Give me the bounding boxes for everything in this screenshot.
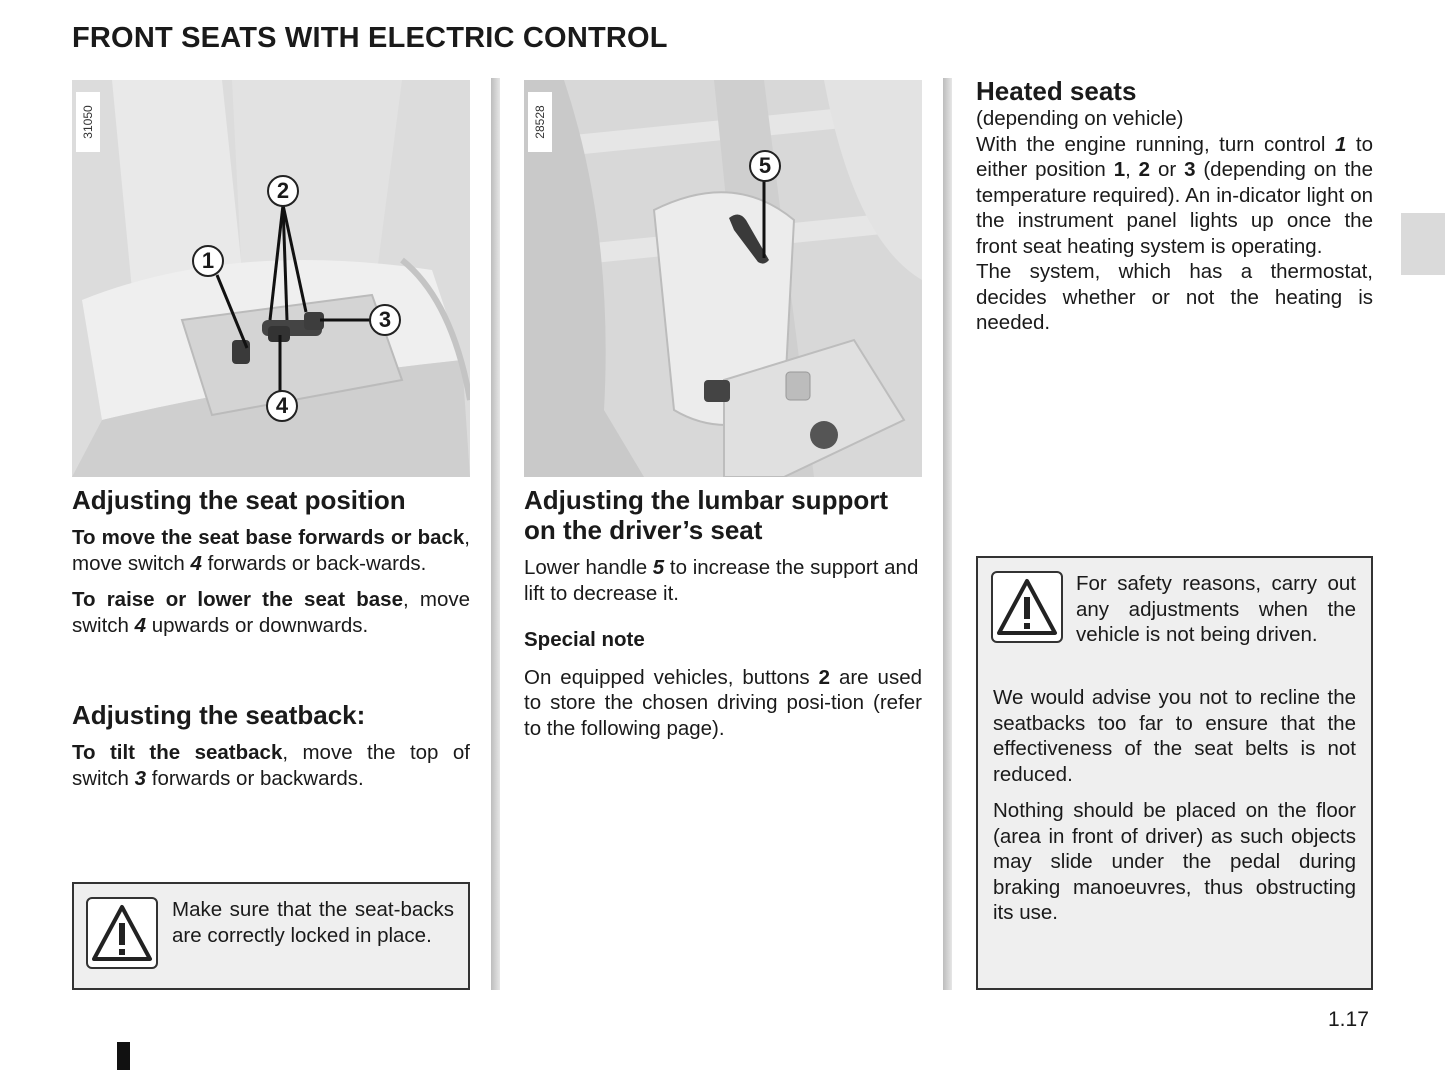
safety-warning-text-1: For safety reasons, carry out any adjustments when the vehicle is not being driven.: [1076, 572, 1356, 646]
special-note-heading: Special note: [524, 628, 645, 651]
lumbar-paragraph: Lower handle 5 to increase the support and lift to decrease it.: [524, 556, 919, 605]
lumbar-handle-figure: [524, 80, 922, 477]
seat-switches-figure: [72, 80, 470, 477]
safety-warning-text-2: We would advise you not to recline the seatbacks too far to ensure that the effectiveness of the seat belts is not reduced.: [993, 686, 1356, 786]
figure-code: 28528: [528, 92, 552, 152]
section-tab-marker: [1401, 213, 1445, 275]
special-note-paragraph: On equipped vehicles, buttons 2 are used to store the chosen driving posi-tion (refer to the following page).: [524, 665, 922, 740]
warning-triangle-icon: [991, 571, 1063, 643]
seatback-lock-warning-text: Make sure that the seat-backs are correctly locked in place.: [172, 898, 454, 947]
callout-4: 4: [266, 390, 298, 422]
seat-forward-back-paragraph: To move the seat base forwards or back, move switch 4 forwards or back-wards.: [72, 526, 470, 575]
callout-5: 5: [749, 150, 781, 182]
heated-seats-section: [976, 76, 1373, 336]
seatback-paragraph: To tilt the seatback, move the top of switch 3 forwards or backwards.: [72, 741, 470, 790]
page-number: 1.17: [1328, 1008, 1369, 1031]
seat-position-heading: Adjusting the seat position: [72, 485, 406, 515]
column-divider: [943, 78, 952, 990]
lumbar-heading: Adjusting the lumbar support on the driver’s seat: [524, 485, 888, 545]
page-edge-marker: [117, 1042, 130, 1070]
callout-1: 1: [192, 245, 224, 277]
seat-position-section: [72, 485, 470, 638]
safety-warning: [976, 556, 1373, 990]
seatback-heading: Adjusting the seatback:: [72, 700, 366, 730]
lumbar-section: [524, 485, 922, 741]
callout-3: 3: [369, 304, 401, 336]
heated-seats-heading: Heated seats: [976, 76, 1137, 106]
column-divider: [491, 78, 500, 990]
callout-2: 2: [267, 175, 299, 207]
heated-seats-subtitle: (depending on vehicle): [976, 107, 1184, 130]
figure-code: 31050: [76, 92, 100, 152]
page-title: FRONT SEATS WITH ELECTRIC CONTROL: [72, 22, 668, 54]
seatback-lock-warning: [72, 882, 470, 990]
safety-warning-text-3: Nothing should be placed on the floor (area in front of driver) as such objects may slide under the pedal during braking manoeuvres, thus obstructing its use.: [993, 799, 1356, 924]
seat-raise-lower-paragraph: To raise or lower the seat base, move switch 4 upwards or downwards.: [72, 588, 470, 637]
heated-seats-paragraph-1: With the engine running, turn control 1 to either position 1, 2 or 3 (depending on the temperature required). An in-dicator light on the instrument panel lights up once the front seat heating system is operating.: [976, 132, 1374, 258]
heated-seats-paragraph-2: The system, which has a thermostat, decides whether or not the heating is needed.: [976, 260, 1373, 334]
seatback-section: [72, 700, 470, 791]
warning-triangle-icon: [86, 897, 158, 969]
lumbar-illustration: [524, 80, 922, 477]
